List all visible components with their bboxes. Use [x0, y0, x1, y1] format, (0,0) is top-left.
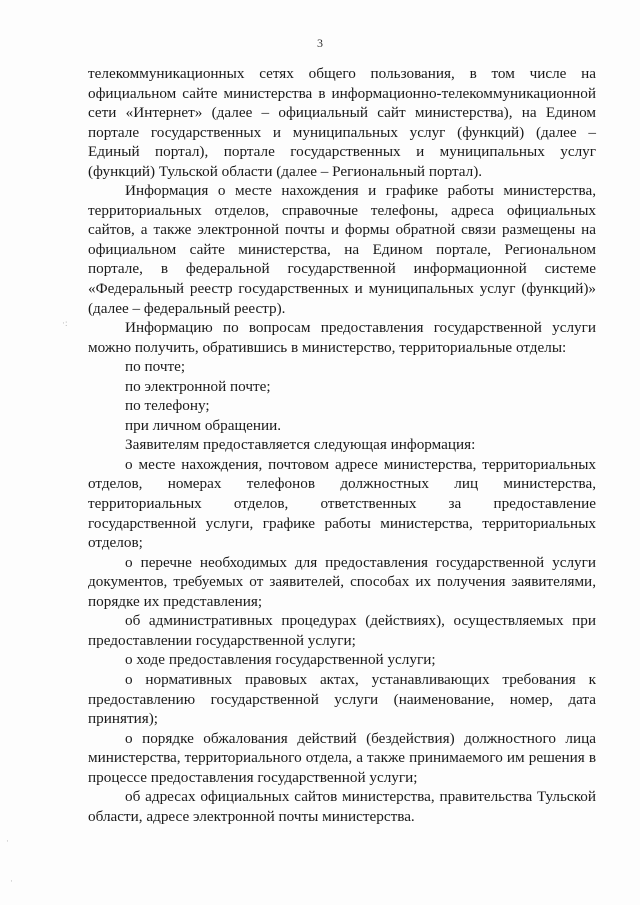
- text-line: при личном обращении.: [125, 416, 282, 434]
- scan-artifact-mark: ·: [6, 836, 9, 846]
- document-body: [88, 64, 596, 826]
- text-line: (далее – федеральный реестр).: [88, 299, 286, 317]
- text-line: о ходе предоставления государственной услуги;: [125, 651, 436, 669]
- scan-artifact-mark: ·: [10, 876, 13, 886]
- text-line: отделов;: [88, 534, 143, 552]
- text-line: по электронной почте;: [125, 377, 271, 395]
- text-line: по телефону;: [125, 397, 210, 415]
- text-line: территориальных отделов, справочные телефоны, адреса официальных: [88, 201, 596, 219]
- text-line: государственной услуги, графике работы министерства, территориальных: [88, 514, 596, 532]
- text-line: Единый портал), портале государственных и муниципальных услуг: [88, 143, 596, 161]
- scan-artifact-mark: ·:: [62, 318, 68, 328]
- page-number: 3: [317, 36, 323, 50]
- text-line: о порядке обжалования действий (бездействия) должностного лица: [125, 729, 596, 747]
- text-line: сети «Интернет» (далее – официальный сайт министерства), на Едином: [88, 104, 596, 122]
- text-line: портале, в федеральной государственной информационной системе: [88, 260, 596, 278]
- text-line: Заявителям предоставляется следующая информация:: [125, 436, 476, 454]
- text-line: (функций) Тульской области (далее – Региональный портал).: [88, 162, 483, 180]
- text-line: официальном сайте министерства, на Едином портале, Региональном: [88, 240, 596, 258]
- text-line: об административных процедурах (действиях), осуществляемых при: [125, 612, 596, 630]
- text-line: порядке их представления;: [88, 592, 263, 610]
- text-line: области, адресе электронной почты министерства.: [88, 807, 415, 825]
- text-line: о перечне необходимых для предоставления государственной услуги: [125, 553, 596, 571]
- text-line: о нормативных правовых актах, устанавливающих требования к: [125, 670, 596, 688]
- text-line: предоставлению государственной услуги (наименование, номер, дата: [88, 690, 596, 708]
- text-line: Информацию по вопросам предоставления государственной услуги: [125, 319, 596, 337]
- text-line: министерства, территориального отдела, а также принимаемого им решения в: [88, 749, 596, 767]
- text-line: портале государственных и муниципальных услуг (функций) (далее –: [88, 123, 596, 141]
- text-line: официальном сайте министерства в информационно-телекоммуникационной: [88, 84, 596, 102]
- text-line: процессе предоставления государственной услуги;: [88, 768, 418, 786]
- text-line: отделов, номерах телефонов должностных лиц министерства,: [88, 475, 596, 493]
- text-line: по почте;: [125, 358, 186, 376]
- text-line: принятия);: [88, 710, 158, 728]
- text-line: телекоммуникационных сетях общего пользования, в том числе на: [88, 65, 596, 82]
- text-line: Информация о месте нахождения и графике работы министерства,: [125, 182, 596, 200]
- text-line: можно получить, обратившись в министерство, территориальные отделы:: [88, 338, 567, 356]
- text-line: о месте нахождения, почтовом адресе министерства, территориальных: [125, 455, 596, 473]
- text-line: об адресах официальных сайтов министерства, правительства Тульской: [125, 788, 596, 806]
- text-line: предоставлении государственной услуги;: [88, 631, 356, 649]
- text-line: документов, требуемых от заявителей, способах их получения заявителями,: [88, 573, 596, 591]
- text-line: сайтов, а также электронной почты и формы обратной связи размещены на: [88, 221, 596, 239]
- text-line: «Федеральный реестр государственных и муниципальных услуг (функций)»: [88, 280, 596, 298]
- text-line: территориальных отделов, ответственных за предоставление: [88, 495, 596, 513]
